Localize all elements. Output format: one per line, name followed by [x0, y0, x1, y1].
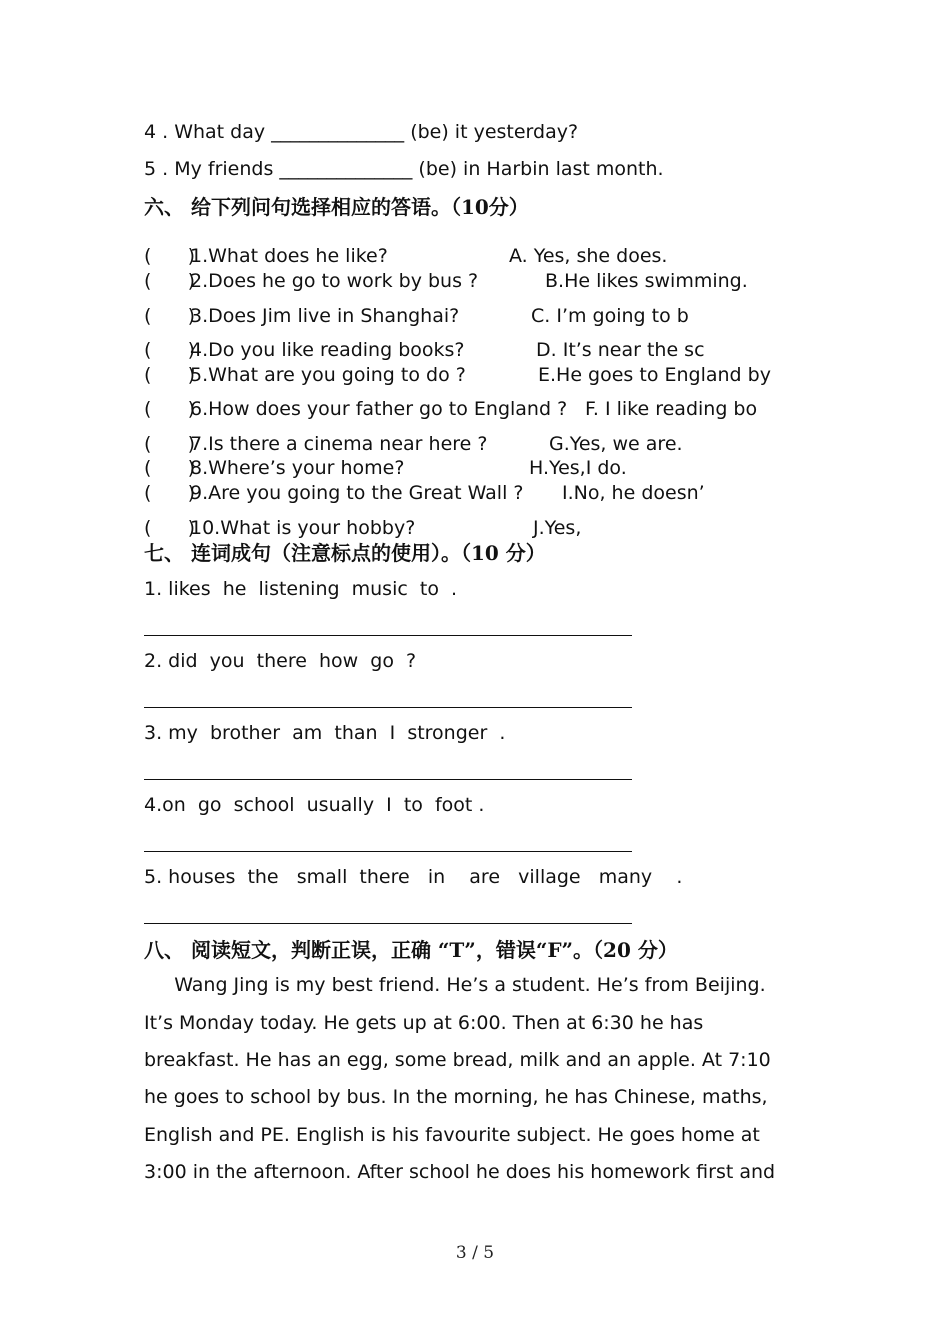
question-text: 6.How does your father go to England ?: [190, 398, 568, 420]
answer-blank[interactable]: ( ): [144, 482, 196, 504]
answer-option: H.Yes,I do.: [529, 457, 627, 479]
answer-option: F. I like reading bo: [585, 398, 758, 420]
question-text: 8.Where’s your home?: [190, 457, 405, 479]
answer-option: G.Yes, we are.: [549, 433, 683, 455]
answer-line-4[interactable]: [144, 851, 632, 852]
answer-blank[interactable]: ( ): [144, 270, 196, 292]
question-text: 9.Are you going to the Great Wall ?: [190, 482, 524, 504]
passage-line: 3:00 in the afternoon. After school he does his homework first and: [144, 1161, 776, 1183]
question-text: 3.Does Jim live in Shanghai?: [190, 305, 460, 327]
answer-line-1[interactable]: [144, 635, 632, 636]
answer-blank[interactable]: ( ): [144, 398, 196, 420]
answer-line-2[interactable]: [144, 707, 632, 708]
scrambled-sentence-2: 2. did you there how go ?: [144, 650, 417, 672]
answer-option: J.Yes,: [533, 517, 582, 539]
question-text: 4.Do you like reading books?: [190, 339, 465, 361]
section-6-heading: 六、 给下列问句选择相应的答语。（10分）: [144, 195, 529, 219]
scrambled-sentence-5: 5. houses the small there in are village many .: [144, 866, 683, 888]
passage-line: breakfast. He has an egg, some bread, milk and an apple. At 7:10: [144, 1049, 771, 1071]
answer-blank[interactable]: ( ): [144, 364, 196, 386]
question-text: 1.What does he like?: [190, 245, 388, 267]
answer-option: C. I’m going to b: [531, 305, 689, 327]
answer-line-3[interactable]: [144, 779, 632, 780]
section-8-heading: 八、 阅读短文，判断正误，正确 “T”，错误“F”。（20 分）: [144, 938, 678, 962]
answer-option: A. Yes, she does.: [509, 245, 668, 267]
passage-line: he goes to school by bus. In the morning, he has Chinese, maths,: [144, 1086, 768, 1108]
answer-blank[interactable]: ( ): [144, 433, 196, 455]
answer-blank[interactable]: ( ): [144, 457, 196, 479]
fill-blank-5: 5 . My friends ______________ (be) in Harbin last month.: [144, 158, 664, 180]
question-text: 7.Is there a cinema near here ?: [190, 433, 488, 455]
passage-line: It’s Monday today. He gets up at 6:00. Then at 6:30 he has: [144, 1012, 704, 1034]
page-number: 3 / 5: [455, 1243, 495, 1263]
scrambled-sentence-4: 4.on go school usually I to foot .: [144, 794, 485, 816]
scrambled-sentence-1: 1. likes he listening music to .: [144, 578, 458, 600]
passage-line: English and PE. English is his favourite subject. He goes home at: [144, 1124, 760, 1146]
question-text: 2.Does he go to work by bus ?: [190, 270, 479, 292]
passage-line: Wang Jing is my best friend. He’s a student. He’s from Beijing.: [144, 974, 766, 996]
answer-line-5[interactable]: [144, 923, 632, 924]
answer-blank[interactable]: ( ): [144, 339, 196, 361]
question-text: 5.What are you going to do ?: [190, 364, 466, 386]
answer-option: I.No, he doesn’: [562, 482, 705, 504]
fill-blank-4: 4 . What day ______________ (be) it yesterday?: [144, 121, 579, 143]
answer-blank[interactable]: ( ): [144, 245, 196, 267]
answer-blank[interactable]: ( ): [144, 305, 196, 327]
answer-blank[interactable]: ( ): [144, 517, 196, 539]
section-7-heading: 七、 连词成句（注意标点的使用）。（10 分）: [144, 541, 546, 565]
scrambled-sentence-3: 3. my brother am than I stronger .: [144, 722, 506, 744]
answer-option: B.He likes swimming.: [545, 270, 748, 292]
answer-option: E.He goes to England by: [538, 364, 771, 386]
question-text: 10.What is your hobby?: [190, 517, 416, 539]
answer-option: D. It’s near the sc: [536, 339, 705, 361]
